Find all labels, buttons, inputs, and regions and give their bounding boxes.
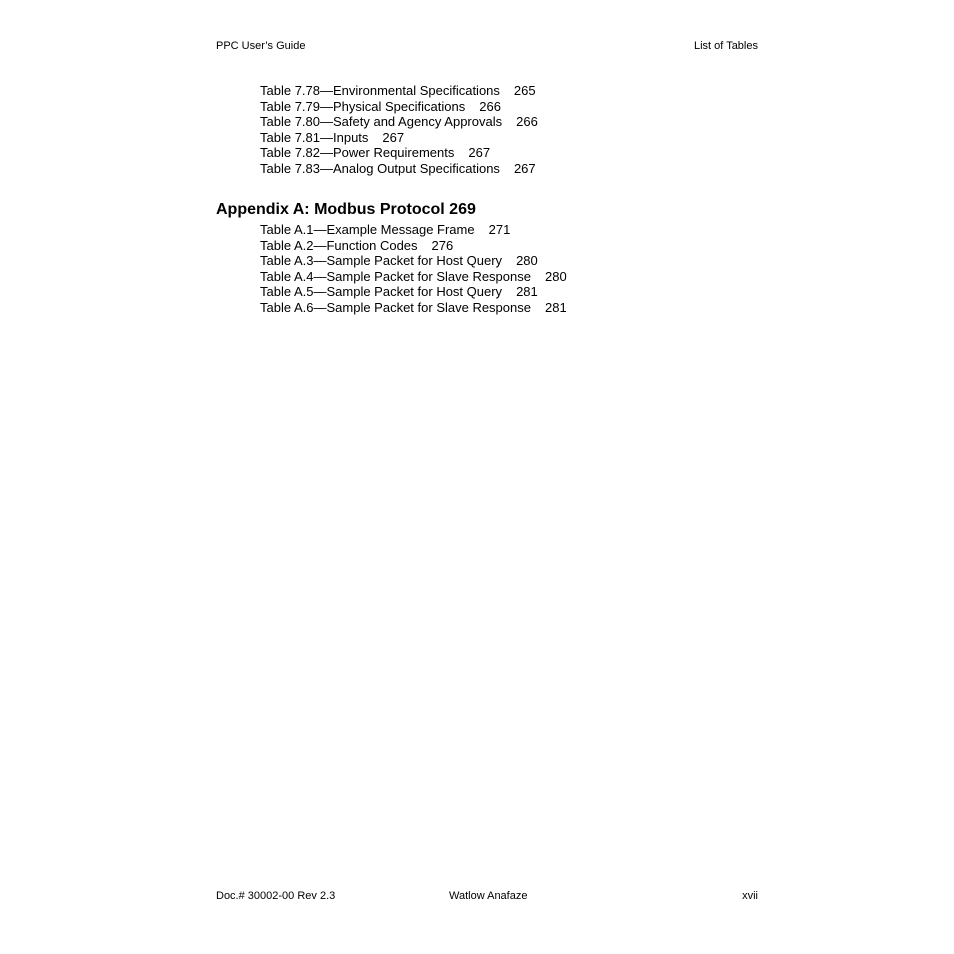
appendix-heading[interactable]: Appendix A: Modbus Protocol 269 (216, 201, 476, 218)
toc-entry-page: 281 (516, 284, 538, 300)
toc-entry-page: 280 (544, 268, 567, 284)
toc-entry-page: 266 (516, 114, 538, 130)
toc-entry[interactable] (260, 83, 538, 99)
toc-entry[interactable] (260, 253, 567, 269)
toc-entry-title: Table A.6—Sample Packet for Slave Response (260, 299, 531, 315)
chapter7-table-list (260, 83, 538, 177)
toc-entry-page: 267 (468, 145, 491, 161)
appendix-table-list (260, 222, 567, 316)
toc-entry-title: Table 7.81—Inputs (260, 129, 369, 145)
running-header-title: PPC User’s Guide (216, 40, 306, 52)
toc-entry[interactable] (260, 99, 538, 115)
footer-company: Watlow Anafaze (449, 890, 528, 902)
toc-entry[interactable] (260, 161, 538, 177)
toc-entry-page: 276 (431, 237, 454, 253)
toc-entry[interactable] (260, 222, 567, 238)
toc-entry-page: 267 (513, 160, 536, 176)
toc-entry-title: Table 7.80—Safety and Agency Approvals (260, 114, 503, 130)
toc-entry-page: 271 (488, 222, 511, 237)
toc-entry-page: 266 (479, 98, 501, 114)
toc-entry[interactable] (260, 130, 538, 146)
toc-entry-title: Table 7.79—Physical Specifications (260, 98, 466, 114)
toc-entry-title: Table 7.78—Environmental Specifications (260, 83, 500, 98)
toc-entry-title: Table A.1—Example Message Frame (260, 222, 475, 237)
toc-entry-page: 280 (516, 253, 538, 269)
toc-entry[interactable] (260, 145, 538, 161)
toc-entry[interactable] (260, 284, 567, 300)
toc-entry-page: 281 (544, 299, 567, 315)
toc-entry[interactable] (260, 238, 567, 254)
toc-entry-title: Table 7.82—Power Requirements (260, 145, 455, 161)
toc-entry-page: 267 (382, 129, 405, 145)
toc-entry-title: Table A.4—Sample Packet for Slave Response (260, 268, 531, 284)
toc-entry[interactable] (260, 269, 567, 285)
toc-entry-page: 265 (513, 83, 536, 98)
running-header-section: List of Tables (693, 40, 758, 52)
toc-entry-title: Table A.2—Function Codes (260, 237, 418, 253)
toc-entry-title: Table 7.83—Analog Output Specifications (260, 160, 500, 176)
toc-entry-title: Table A.5—Sample Packet for Host Query (260, 284, 503, 300)
toc-entry-title: Table A.3—Sample Packet for Host Query (260, 253, 503, 269)
toc-entry[interactable] (260, 300, 567, 316)
toc-entry[interactable] (260, 114, 538, 130)
footer-doc-number: Doc.# 30002-00 Rev 2.3 (216, 890, 336, 902)
footer-page-number: xvii (742, 890, 758, 902)
